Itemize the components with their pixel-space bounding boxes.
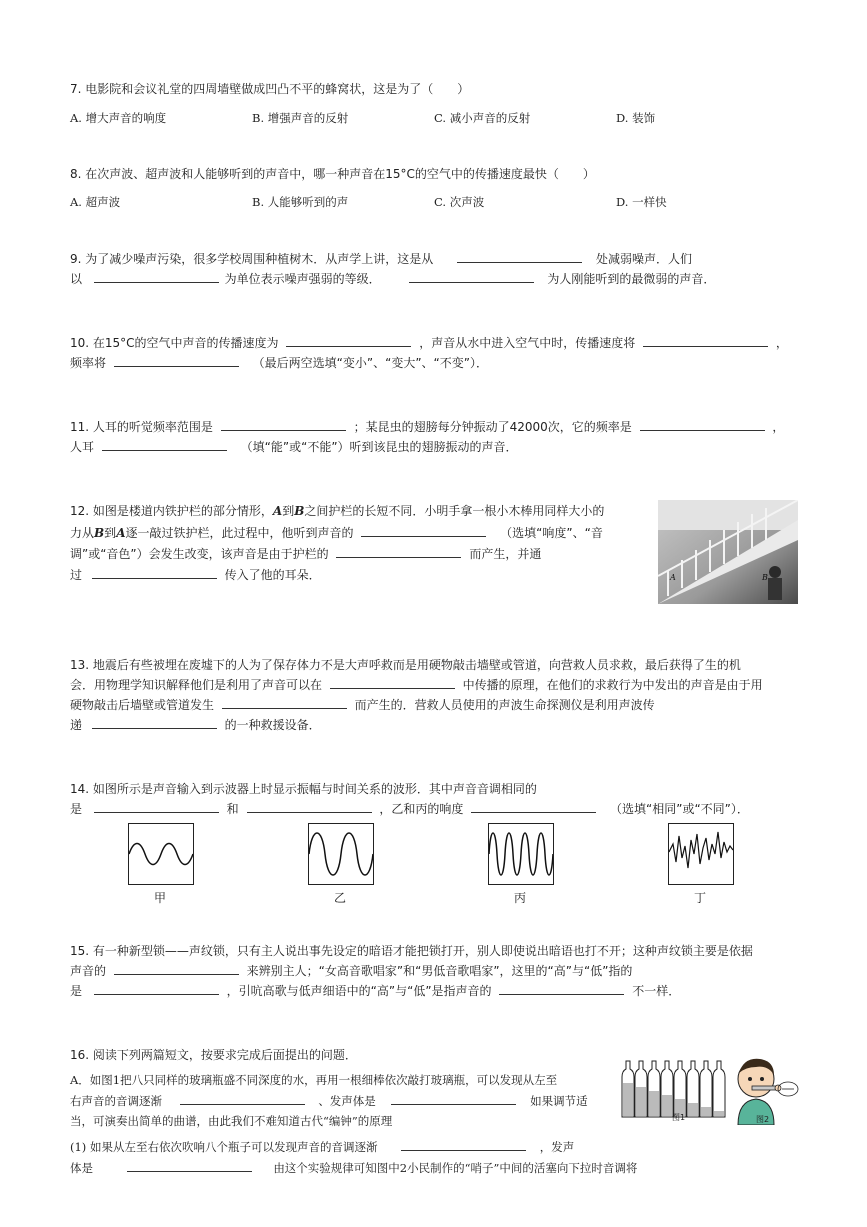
q13-line2: [70, 676, 763, 694]
q14-line1: 14. 如图所示是声音输入到示波器上时显示振幅与时间关系的波形．其中声音音调相同的: [70, 782, 537, 796]
q15-line1: 15. 有一种新型锁——声纹锁，只有主人说出事先设定的暗语才能把锁打开，别人即使说出暗语也打不开；这种声纹锁主要是依据: [70, 944, 753, 958]
q11-text: 11. 人耳的听觉频率范围是: [70, 420, 213, 434]
q13-line1: 13. 地震后有些被埋在废墟下的人为了保存体力不是大声呼救而是用硬物敲击墙壁或管道，向营救人员求救，最后获得了生的机: [70, 658, 741, 672]
q8-stem: 8. 在次声波、超声波和人能够听到的声音中，哪一种声音在15°C的空气中的传播速度最快（ ）: [70, 167, 595, 181]
q13-blank-3[interactable]: [92, 716, 217, 729]
q16-blank-1[interactable]: [180, 1092, 305, 1105]
caption-yi: 乙: [333, 891, 346, 905]
q12-text: 而产生，并通: [469, 547, 542, 561]
q8-option-c: C. 次声波: [434, 195, 485, 209]
q15-text: 来辨别主人；“女高音歌唱家”和“男低音歌唱家”，这里的“高”与“低”指的: [246, 964, 633, 978]
waveform-ding: [668, 823, 734, 885]
q15-text: 声音的: [70, 964, 107, 978]
q12-text: 调”或“音色”）会发生改变，该声音是由于护栏的: [70, 547, 329, 561]
q8-option-d: D. 一样快: [616, 195, 667, 209]
q10-blank-2[interactable]: [643, 334, 768, 347]
q10-line1: [70, 334, 788, 352]
q16-sub1-line2: [70, 1159, 637, 1177]
q10-text: ，声音从水中进入空气中时，传播速度将: [419, 336, 636, 350]
q10-text: 频率将: [70, 356, 107, 370]
q12-text: 12. 如图是楼道内铁护栏的部分情形，: [70, 504, 273, 518]
q10-text: （最后两空选填“变小”、“变大”、“不变”）．: [252, 356, 488, 370]
q7-option-a: A. 增大声音的响度: [70, 111, 167, 125]
q9-text: 为人刚能听到的最微弱的声音．: [547, 272, 716, 286]
q9-blank-2[interactable]: [94, 270, 219, 283]
figure-1-label: 图1: [672, 1113, 686, 1122]
q12-text: 传入了他的耳朵．: [224, 568, 321, 582]
q11-blank-3[interactable]: [102, 438, 227, 451]
q8-option-b: B. 人能够听到的声: [252, 195, 349, 209]
photo-label-a: A: [670, 573, 676, 582]
q12-blank-3[interactable]: [92, 566, 217, 579]
q9-text: 以: [70, 272, 83, 286]
q15-blank-2[interactable]: [94, 982, 219, 995]
q12-blank-2[interactable]: [336, 545, 461, 558]
q13-text: 的一种救援设备．: [224, 718, 321, 732]
caption-jia: 甲: [153, 891, 166, 905]
q14-line2: [70, 800, 749, 818]
q11-blank-2[interactable]: [640, 418, 765, 431]
q9-text: 为单位表示噪声强弱的等级．: [224, 272, 381, 286]
q11-text: 人耳: [70, 440, 95, 454]
q10-text: 10. 在15°C的空气中声音的传播速度为: [70, 336, 279, 350]
q11-line1: [70, 418, 784, 436]
q12-text: 之间护栏的长短不同．小明手拿一根小木棒用同样大小的: [304, 504, 605, 518]
waveform-yi: [308, 823, 374, 885]
q16-text: 如果调节适: [530, 1094, 588, 1108]
q14-text: （选填“相同”或“不同”）．: [610, 802, 749, 816]
q15-blank-1[interactable]: [114, 962, 239, 975]
q13-text: 硬物敲击后墙壁或管道发生: [70, 698, 215, 712]
q9-text: 处减弱噪声．人们: [595, 252, 692, 266]
figure-2-label: 图2: [756, 1115, 770, 1124]
caption-ding: 丁: [693, 891, 706, 905]
q13-text: 递: [70, 718, 83, 732]
q7-option-c: C. 减小声音的反射: [434, 111, 531, 125]
q10-blank-1[interactable]: [286, 334, 411, 347]
q11-blank-1[interactable]: [221, 418, 346, 431]
q16-intro: 16. 阅读下列两篇短文，按要求完成后面提出的问题．: [70, 1048, 357, 1062]
q12-label-a: A: [116, 526, 126, 540]
q15-text: ，引吭高歌与低声细语中的“高”与“低”是指声音的: [226, 984, 492, 998]
q12-line1: [70, 502, 604, 520]
q12-text: 逐一敲过铁护栏，此过程中，他听到声音的: [125, 526, 354, 540]
q7-stem: 7. 电影院和会议礼堂的四周墙壁做成凹凸不平的蜂窝状，这是为了（ ）: [70, 82, 470, 96]
q16-sub1-line1: [70, 1138, 574, 1156]
q12-blank-1[interactable]: [361, 524, 486, 537]
q15-blank-3[interactable]: [499, 982, 624, 995]
q16-blank-4[interactable]: [127, 1159, 252, 1172]
q16-a-line2: [70, 1092, 588, 1110]
q13-text: 会．用物理学知识解释他们是利用了声音可以在: [70, 678, 323, 692]
q14-text: ，乙和丙的响度: [379, 802, 464, 816]
photo-label-b: B: [762, 573, 768, 582]
q10-text: ，: [775, 336, 788, 350]
q9-text: 9. 为了减少噪声污染，很多学校周围种植树木．从声学上讲，这是从: [70, 252, 434, 266]
q16-blank-2[interactable]: [391, 1092, 516, 1105]
q14-text: 和: [226, 802, 239, 816]
q15-line2: [70, 962, 632, 980]
q9-line2: [70, 270, 715, 288]
q12-line2: [70, 524, 603, 542]
q10-line2: [70, 354, 488, 372]
q16-text: 右声音的音调逐渐: [70, 1094, 162, 1108]
q14-text: 是: [70, 802, 83, 816]
q16-text: (1) 如果从左至右依次吹响八个瓶子可以发现声音的音调逐渐: [70, 1140, 378, 1154]
q14-blank-3[interactable]: [471, 800, 596, 813]
q13-line4: [70, 716, 321, 734]
q12-line3: [70, 545, 541, 563]
q13-text: 而产生的．营救人员使用的声波生命探测仪是利用声波传: [354, 698, 655, 712]
q14-blank-1[interactable]: [94, 800, 219, 813]
q12-label-b: B: [294, 504, 305, 518]
q11-text: （填“能”或“不能”）听到该昆虫的翅膀振动的声音．: [240, 440, 518, 454]
q16-blank-3[interactable]: [401, 1138, 526, 1151]
q11-text: ，: [772, 420, 785, 434]
q15-text: 不一样．: [632, 984, 681, 998]
q12-line4: [70, 566, 321, 584]
q12-text: 到: [282, 504, 295, 518]
q16-text: 体是: [70, 1161, 93, 1175]
stair-railing-photo: [658, 500, 798, 604]
q7-option-d: D. 装饰: [616, 111, 656, 125]
q7-option-b: B. 增强声音的反射: [252, 111, 349, 125]
q11-text: ；某昆虫的翅膀每分钟振动了42000次，它的频率是: [353, 420, 632, 434]
q12-text: 到: [104, 526, 117, 540]
q14-blank-2[interactable]: [247, 800, 372, 813]
q10-blank-3[interactable]: [114, 354, 239, 367]
q11-line2: [70, 438, 518, 456]
q16-text: 由这个实验规律可知图中2小民制作的“哨子”中间的活塞向下拉时音调将: [273, 1161, 638, 1175]
q13-blank-1[interactable]: [330, 676, 455, 689]
q12-text: 过: [70, 568, 83, 582]
caption-bing: 丙: [513, 891, 526, 905]
q16-a-line3: 当，可演奏出简单的曲谱，由此我们不难知道古代“编钟”的原理: [70, 1114, 393, 1128]
waveform-bing: [488, 823, 554, 885]
q13-line3: [70, 696, 655, 714]
q9-blank-3[interactable]: [409, 270, 534, 283]
q16-a-line1: A．如图1把八只同样的玻璃瓶盛不同深度的水，再用一根细棒依次敲打玻璃瓶，可以发现从左至: [70, 1073, 558, 1087]
q13-text: 中传播的原理，在他们的求救行为中发出的声音是由于用: [462, 678, 763, 692]
q8-option-a: A. 超声波: [70, 195, 121, 209]
q9-line1: [70, 250, 692, 268]
q15-line3: [70, 982, 680, 1000]
q12-text: 力从: [70, 526, 95, 540]
q15-text: 是: [70, 984, 83, 998]
q9-blank-1[interactable]: [457, 250, 582, 263]
q16-text: ，发声: [539, 1140, 575, 1154]
q12-label-a: A: [272, 504, 283, 518]
waveform-jia: [128, 823, 194, 885]
q16-text: 、发声体是: [318, 1094, 376, 1108]
q12-text: （选填“响度”、“音: [500, 526, 603, 540]
q12-label-b: B: [94, 526, 105, 540]
q13-blank-2[interactable]: [222, 696, 347, 709]
